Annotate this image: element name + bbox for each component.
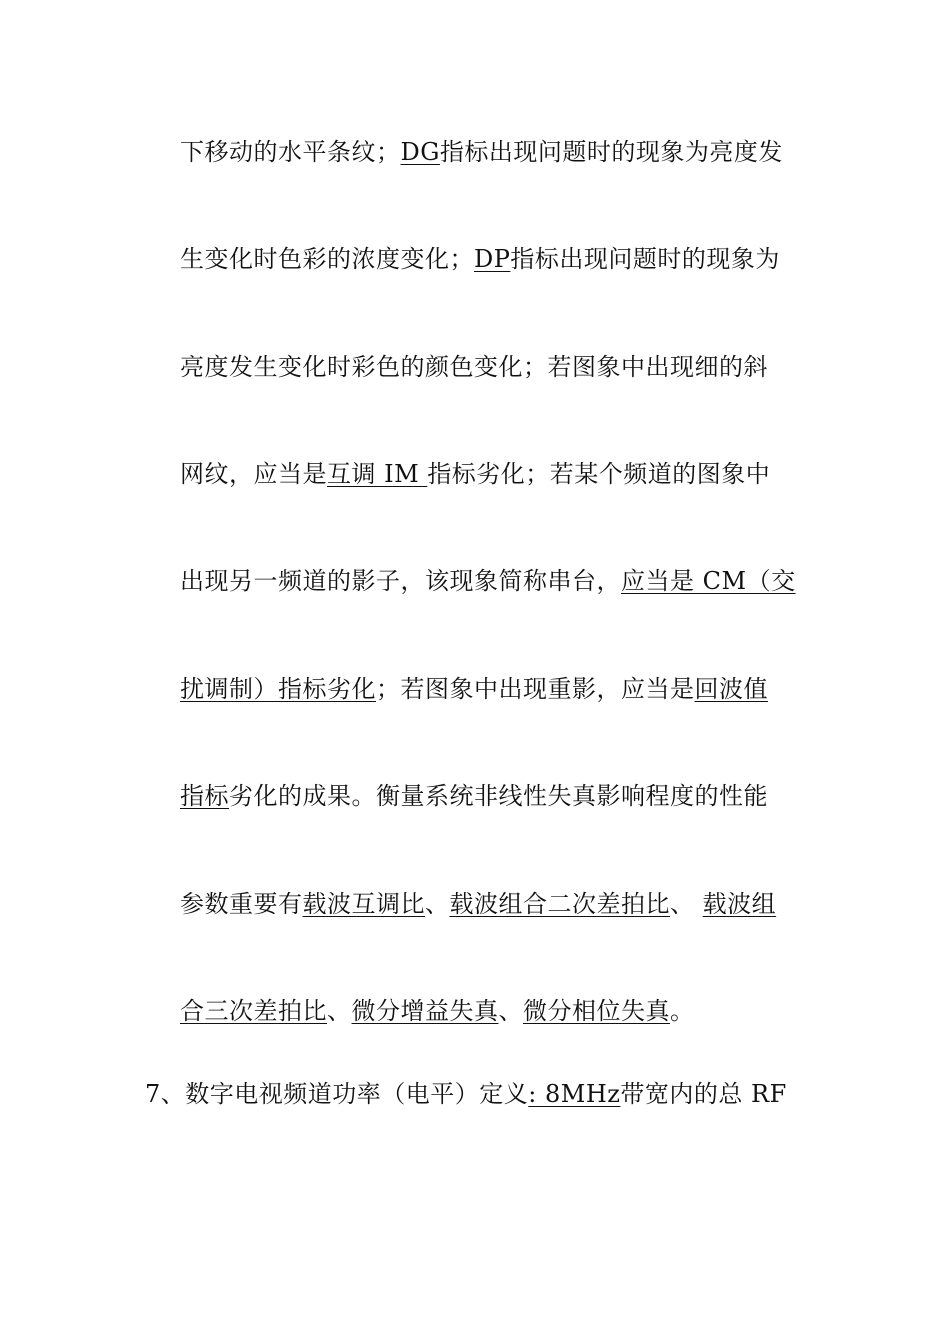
underlined-answer: 载波组 bbox=[702, 890, 777, 918]
underlined-answer: 载波组合二次差拍比 bbox=[449, 890, 670, 918]
underlined-answer: 载波互调比 bbox=[302, 890, 425, 918]
underlined-answer: 扰调制）指标劣化 bbox=[180, 675, 376, 703]
text-segment: 网纹，应当是 bbox=[180, 460, 327, 488]
underlined-answer: 指标 bbox=[180, 782, 229, 810]
underlined-answer: 回波值 bbox=[694, 675, 768, 703]
paragraph-line-2 bbox=[180, 244, 820, 274]
text-segment: 、 bbox=[425, 890, 450, 918]
text-segment: 下移动的水平条纹； bbox=[180, 138, 401, 166]
text-segment: ；若图象中出现重影，应当是 bbox=[376, 675, 695, 703]
paragraph-line-4 bbox=[180, 459, 820, 489]
underlined-answer: 微分增益失真 bbox=[351, 997, 499, 1025]
text-segment: 生变化时色彩的浓度变化； bbox=[180, 245, 474, 273]
text-segment: 指标出现问题时的现象为 bbox=[510, 245, 780, 273]
paragraph-line-1 bbox=[180, 137, 820, 167]
text-segment: 出现另一频道的影子，该现象简称串台， bbox=[180, 567, 621, 595]
paragraph-line-7 bbox=[180, 781, 820, 811]
text-segment: 劣化的成果。衡量系统非线性失真影响程度的性能 bbox=[229, 782, 768, 810]
paragraph-line-5 bbox=[180, 566, 820, 596]
text-segment: 、 bbox=[327, 997, 352, 1025]
paragraph-line-3 bbox=[180, 352, 820, 382]
text-segment: 指标出现问题时的现象为亮度发 bbox=[439, 138, 783, 166]
text-segment: 亮度发生变化时彩色的颜色变化；若图象中出现细的斜 bbox=[180, 353, 768, 381]
text-segment: 带宽内的总 RF bbox=[620, 1080, 787, 1108]
paragraph-line-8 bbox=[180, 889, 820, 919]
underlined-answer: DP bbox=[474, 245, 511, 273]
underlined-answer: 合三次差拍比 bbox=[180, 997, 327, 1025]
text-segment: 7、数字电视频道功率（电平）定义 bbox=[145, 1080, 529, 1108]
underlined-answer: 微分相位失真 bbox=[523, 997, 670, 1025]
underlined-answer: 应当是 CM（交 bbox=[621, 567, 796, 595]
underlined-answer: DG bbox=[400, 138, 440, 166]
text-segment: 、 bbox=[670, 890, 703, 918]
underlined-answer: 互调 IM bbox=[327, 460, 428, 488]
text-segment: 。 bbox=[670, 997, 695, 1025]
paragraph-line-9 bbox=[180, 996, 820, 1026]
paragraph-line-6 bbox=[180, 674, 820, 704]
text-segment: 参数重要有 bbox=[180, 890, 303, 918]
text-segment: 指标劣化；若某个频道的图象中 bbox=[427, 460, 771, 488]
numbered-item-7 bbox=[145, 1079, 785, 1109]
text-segment: 、 bbox=[498, 997, 523, 1025]
underlined-answer: : 8MHz bbox=[528, 1080, 621, 1108]
